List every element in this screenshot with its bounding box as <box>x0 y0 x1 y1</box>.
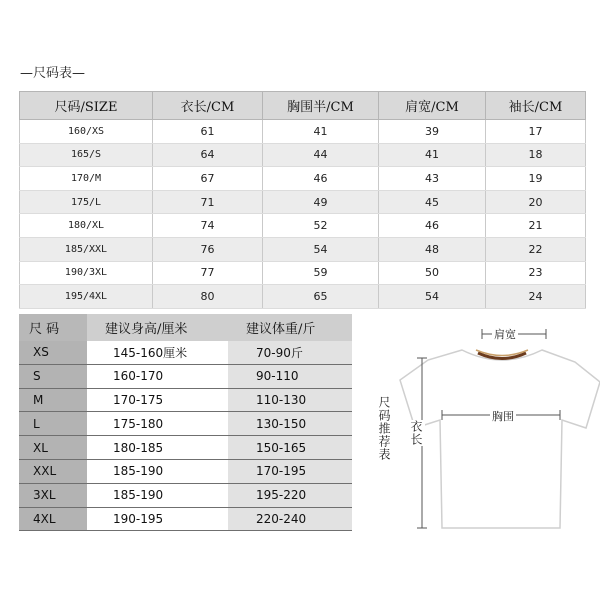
table-row <box>19 483 352 507</box>
table-cell: 74 <box>153 214 263 238</box>
table-cell: S <box>19 364 87 388</box>
table-cell: 76 <box>153 237 263 261</box>
table-cell: 59 <box>263 261 379 285</box>
table-cell: 180-185 <box>87 436 228 460</box>
table-cell: 67 <box>153 167 263 191</box>
recommend-side-label: 尺码推荐表 <box>377 396 391 461</box>
table-cell: 90-110 <box>228 364 352 388</box>
tshirt-diagram <box>370 320 600 540</box>
page-title: —尺码表— <box>20 66 86 81</box>
table-cell: 195-220 <box>228 483 352 507</box>
size-table-header <box>20 92 586 120</box>
table-cell: 80 <box>153 285 263 309</box>
table-cell: M <box>19 388 87 412</box>
table-row <box>19 459 352 483</box>
table-cell: 170/M <box>20 167 153 191</box>
header-shoulder: 肩宽/CM <box>379 92 486 120</box>
table-cell: 24 <box>486 285 586 309</box>
table-cell: 4XL <box>19 507 87 531</box>
table-cell: XXL <box>19 459 87 483</box>
header-sleeve: 袖长/CM <box>486 92 586 120</box>
table-cell: 145-160厘米 <box>87 341 228 364</box>
table-cell: 175-180 <box>87 412 228 436</box>
table-cell: 190/3XL <box>20 261 153 285</box>
table-row <box>19 364 352 388</box>
table-row <box>19 388 352 412</box>
table-cell: 19 <box>486 167 586 191</box>
table-cell: 46 <box>263 167 379 191</box>
table-cell: 65 <box>263 285 379 309</box>
table-row <box>20 190 586 214</box>
table-cell: 54 <box>263 237 379 261</box>
header-rec-size: 尺 码 <box>19 314 87 341</box>
chest-label: 胸围 <box>492 410 514 423</box>
table-cell: 150-165 <box>228 436 352 460</box>
table-cell: 43 <box>379 167 486 191</box>
table-cell: 110-130 <box>228 388 352 412</box>
size-table <box>19 91 586 309</box>
table-cell: 165/S <box>20 143 153 167</box>
table-cell: 45 <box>379 190 486 214</box>
shoulder-label: 肩宽 <box>494 328 516 341</box>
table-cell: 77 <box>153 261 263 285</box>
table-row <box>19 436 352 460</box>
table-cell: 130-150 <box>228 412 352 436</box>
table-cell: 185-190 <box>87 483 228 507</box>
tshirt-outline <box>400 350 600 528</box>
table-cell: 50 <box>379 261 486 285</box>
table-cell: XS <box>19 341 87 364</box>
table-cell: 190-195 <box>87 507 228 531</box>
header-height: 建议身高/厘米 <box>87 314 228 341</box>
header-chest: 胸围半/CM <box>263 92 379 120</box>
table-cell: 20 <box>486 190 586 214</box>
tshirt-illustration <box>370 320 600 540</box>
header-length: 衣长/CM <box>153 92 263 120</box>
table-row <box>19 341 352 364</box>
table-cell: 41 <box>263 120 379 144</box>
table-cell: 220-240 <box>228 507 352 531</box>
table-cell: 46 <box>379 214 486 238</box>
table-cell: 61 <box>153 120 263 144</box>
recommend-table-header <box>19 314 352 341</box>
table-cell: 180/XL <box>20 214 153 238</box>
table-row <box>20 261 586 285</box>
table-row <box>20 237 586 261</box>
table-row <box>20 285 586 309</box>
recommend-table <box>19 314 352 531</box>
table-cell: 17 <box>486 120 586 144</box>
table-cell: 52 <box>263 214 379 238</box>
table-cell: 54 <box>379 285 486 309</box>
table-row <box>20 143 586 167</box>
table-cell: 48 <box>379 237 486 261</box>
table-row <box>19 412 352 436</box>
table-cell: 18 <box>486 143 586 167</box>
table-cell: 71 <box>153 190 263 214</box>
table-cell: 21 <box>486 214 586 238</box>
header-size: 尺码/SIZE <box>20 92 153 120</box>
table-cell: L <box>19 412 87 436</box>
table-cell: 195/4XL <box>20 285 153 309</box>
table-cell: 160-170 <box>87 364 228 388</box>
table-cell: 41 <box>379 143 486 167</box>
table-cell: 70-90斤 <box>228 341 352 364</box>
table-row <box>20 167 586 191</box>
table-cell: 39 <box>379 120 486 144</box>
table-cell: 3XL <box>19 483 87 507</box>
table-cell: 160/XS <box>20 120 153 144</box>
table-row <box>20 214 586 238</box>
table-cell: 23 <box>486 261 586 285</box>
table-cell: 49 <box>263 190 379 214</box>
table-cell: 185-190 <box>87 459 228 483</box>
table-cell: 22 <box>486 237 586 261</box>
table-cell: 170-175 <box>87 388 228 412</box>
length-label: 衣长 <box>409 420 423 446</box>
table-cell: XL <box>19 436 87 460</box>
table-cell: 175/L <box>20 190 153 214</box>
table-cell: 44 <box>263 143 379 167</box>
table-row <box>20 120 586 144</box>
table-cell: 170-195 <box>228 459 352 483</box>
table-cell: 185/XXL <box>20 237 153 261</box>
table-row <box>19 507 352 531</box>
table-cell: 64 <box>153 143 263 167</box>
header-weight: 建议体重/斤 <box>228 314 352 341</box>
